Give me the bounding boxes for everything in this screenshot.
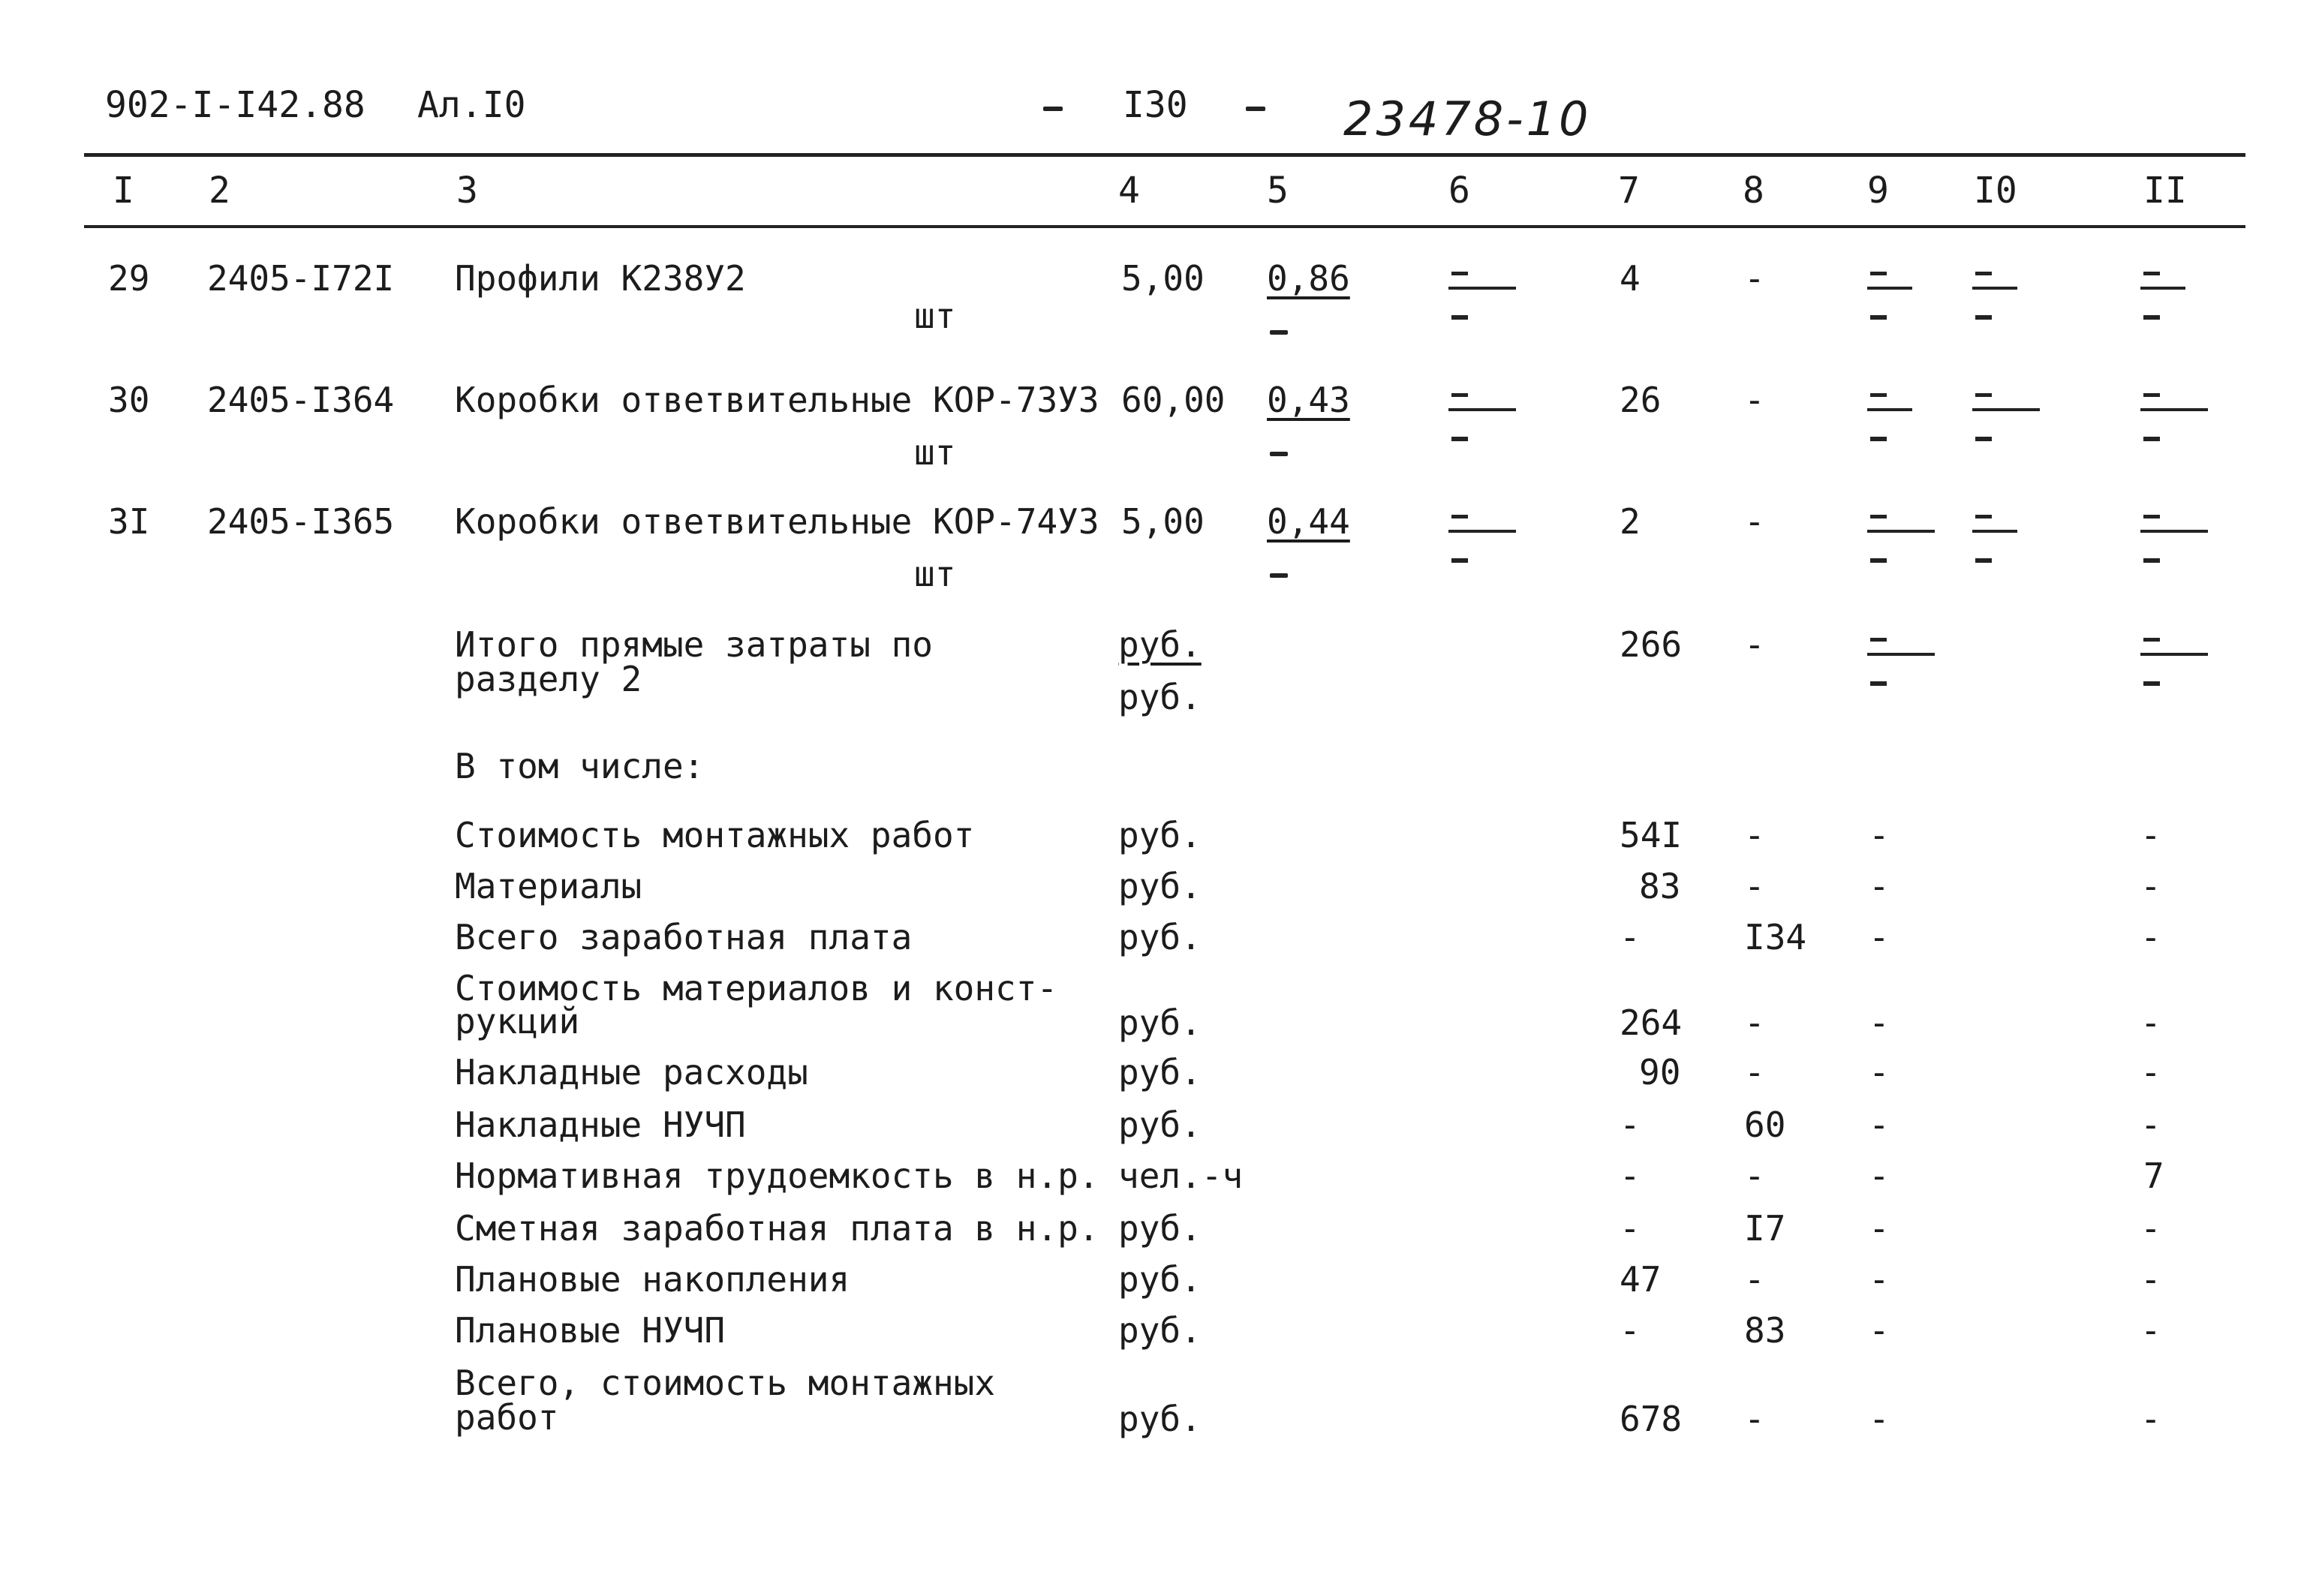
item-unit: шт bbox=[914, 554, 956, 594]
summary-col11: - bbox=[2140, 1105, 2161, 1145]
summary-col7: - bbox=[1620, 1156, 1641, 1196]
col-header-8: 8 bbox=[1743, 170, 1764, 212]
item-price: 5,00 bbox=[1121, 501, 1205, 542]
item-col10-fraction bbox=[1972, 270, 2020, 323]
summary-col11: - bbox=[2140, 1399, 2161, 1439]
summary-unit: руб. bbox=[1118, 1002, 1202, 1043]
sheet-number: Ал.I0 bbox=[417, 84, 526, 126]
summary-col11: - bbox=[2140, 1002, 2161, 1043]
item-code: 2405-I365 bbox=[207, 501, 395, 542]
summary-col9: - bbox=[1869, 1156, 1890, 1196]
col-header-7: 7 bbox=[1618, 170, 1640, 212]
summary-label: Накладные НУЧП bbox=[455, 1105, 746, 1145]
item-col8-value: - bbox=[1744, 501, 1765, 542]
item-col9-fraction bbox=[1867, 392, 1915, 444]
summary-unit: руб. bbox=[1118, 1399, 1202, 1439]
item-col7-value: 26 bbox=[1620, 380, 1662, 420]
item-price: 5,00 bbox=[1121, 258, 1205, 299]
item-col6-fraction bbox=[1448, 513, 1496, 566]
item-col5-value: 0,86 bbox=[1267, 258, 1350, 299]
summary-unit: руб. bbox=[1118, 1259, 1202, 1300]
column-header-rule bbox=[84, 225, 2245, 228]
including-label: В том числе: bbox=[455, 746, 705, 786]
summary-col8: 83 bbox=[1744, 1310, 1786, 1351]
summary-col7: - bbox=[1620, 1310, 1641, 1351]
summary-label: Плановые НУЧП bbox=[455, 1310, 726, 1351]
summary-unit: руб. bbox=[1118, 866, 1202, 906]
col-header-4: 4 bbox=[1118, 170, 1140, 212]
summary-col8: - bbox=[1744, 815, 1765, 855]
total-label-line1: Итого прямые затраты по bbox=[455, 624, 933, 665]
total-unit-1: руб. bbox=[1118, 624, 1202, 665]
header-dash-left bbox=[1043, 107, 1063, 111]
summary-col7: 678 bbox=[1620, 1399, 1683, 1439]
summary-col11: - bbox=[2140, 866, 2161, 906]
item-col11-fraction bbox=[2140, 392, 2188, 444]
summary-label-continued: работ bbox=[455, 1397, 559, 1438]
summary-label: Всего, стоимость монтажных bbox=[455, 1363, 996, 1403]
item-col7-value: 2 bbox=[1620, 501, 1641, 542]
col-header-3: 3 bbox=[456, 170, 478, 212]
summary-col9: - bbox=[1869, 1208, 1890, 1249]
summary-label: Накладные расходы bbox=[455, 1052, 808, 1093]
summary-label: Всего заработная плата bbox=[455, 917, 913, 957]
item-name: Коробки ответвительные КОР-74У3 bbox=[455, 501, 1099, 542]
handwritten-doc-number: 23478-10 bbox=[1343, 92, 1592, 146]
summary-col9: - bbox=[1869, 1310, 1890, 1351]
item-col6-fraction bbox=[1448, 270, 1496, 323]
col-header-11: II bbox=[2143, 170, 2187, 212]
item-col10-fraction bbox=[1972, 513, 2020, 566]
col-header-5: 5 bbox=[1267, 170, 1289, 212]
item-col9-fraction bbox=[1867, 270, 1915, 323]
summary-col11: - bbox=[2140, 1208, 2161, 1249]
item-col11-fraction bbox=[2140, 270, 2188, 323]
summary-label: Сметная заработная плата в н.р. bbox=[455, 1208, 1099, 1249]
summary-col8: - bbox=[1744, 1156, 1765, 1196]
summary-col8: 60 bbox=[1744, 1105, 1786, 1145]
summary-label: Материалы bbox=[455, 866, 642, 906]
summary-col8: - bbox=[1744, 1052, 1765, 1093]
item-number: 29 bbox=[108, 258, 150, 299]
summary-col9: - bbox=[1869, 866, 1890, 906]
item-price: 60,00 bbox=[1121, 380, 1226, 420]
item-col11-fraction bbox=[2140, 513, 2188, 566]
item-unit: шт bbox=[914, 432, 956, 473]
summary-col7: 90 bbox=[1639, 1052, 1681, 1093]
item-col9-fraction bbox=[1867, 513, 1915, 566]
item-col7-value: 4 bbox=[1620, 258, 1641, 299]
header-dash-right bbox=[1246, 107, 1265, 111]
summary-col8: - bbox=[1744, 1259, 1765, 1300]
page-number: I30 bbox=[1123, 84, 1188, 126]
summary-unit: руб. bbox=[1118, 1105, 1202, 1145]
item-col6-fraction bbox=[1448, 392, 1496, 444]
item-col5-value: 0,43 bbox=[1267, 380, 1350, 420]
summary-col11: - bbox=[2140, 815, 2161, 855]
summary-label: Стоимость монтажных работ bbox=[455, 815, 975, 855]
summary-col9: - bbox=[1869, 1399, 1890, 1439]
summary-label: Плановые накопления bbox=[455, 1259, 850, 1300]
summary-col7: - bbox=[1620, 1208, 1641, 1249]
summary-col8: - bbox=[1744, 1002, 1765, 1043]
total-col11-fraction bbox=[2140, 636, 2188, 689]
summary-col11: - bbox=[2140, 1259, 2161, 1300]
summary-col7: 54I bbox=[1620, 815, 1683, 855]
summary-col9: - bbox=[1869, 815, 1890, 855]
item-number: 30 bbox=[108, 380, 150, 420]
item-unit: шт bbox=[914, 296, 956, 336]
summary-unit: руб. bbox=[1118, 1052, 1202, 1093]
col-header-9: 9 bbox=[1867, 170, 1889, 212]
summary-col11: - bbox=[2140, 1052, 2161, 1093]
summary-col8: I34 bbox=[1744, 917, 1807, 957]
summary-col9: - bbox=[1869, 1002, 1890, 1043]
summary-unit: руб. bbox=[1118, 917, 1202, 957]
item-code: 2405-I72I bbox=[207, 258, 395, 299]
item-col5-dash bbox=[1270, 573, 1288, 578]
summary-col8: - bbox=[1744, 1399, 1765, 1439]
total-unit-2: руб. bbox=[1118, 677, 1202, 717]
item-col10-fraction bbox=[1972, 392, 2020, 444]
summary-col11: 7 bbox=[2143, 1156, 2164, 1196]
summary-col9: - bbox=[1869, 917, 1890, 957]
summary-col7: - bbox=[1620, 917, 1641, 957]
summary-col8: I7 bbox=[1744, 1208, 1786, 1249]
total-label-line2: разделу 2 bbox=[455, 659, 642, 699]
summary-unit: руб. bbox=[1118, 1208, 1202, 1249]
summary-label-continued: рукций bbox=[455, 1001, 580, 1041]
item-col8-value: - bbox=[1744, 258, 1765, 299]
total-col9-fraction bbox=[1867, 636, 1915, 689]
total-col8-value: - bbox=[1744, 624, 1765, 665]
item-col5-value: 0,44 bbox=[1267, 501, 1350, 542]
summary-col8: - bbox=[1744, 866, 1765, 906]
summary-col7: 83 bbox=[1639, 866, 1681, 906]
table-top-rule bbox=[84, 153, 2245, 157]
summary-unit: руб. bbox=[1118, 1310, 1202, 1351]
item-col8-value: - bbox=[1744, 380, 1765, 420]
summary-col7: 264 bbox=[1620, 1002, 1683, 1043]
col-header-2: 2 bbox=[209, 170, 230, 212]
col-header-1: I bbox=[113, 170, 134, 212]
item-col5-dash bbox=[1270, 330, 1288, 335]
summary-col9: - bbox=[1869, 1259, 1890, 1300]
item-code: 2405-I364 bbox=[207, 380, 395, 420]
summary-col7: 47 bbox=[1620, 1259, 1662, 1300]
document-code: 902-I-I42.88 bbox=[105, 84, 365, 126]
item-name: Коробки ответвительные КОР-73У3 bbox=[455, 380, 1099, 420]
summary-col7: - bbox=[1620, 1105, 1641, 1145]
summary-col9: - bbox=[1869, 1105, 1890, 1145]
summary-col11: - bbox=[2140, 917, 2161, 957]
item-number: 3I bbox=[108, 501, 150, 542]
item-col5-dash bbox=[1270, 452, 1288, 456]
summary-col9: - bbox=[1869, 1052, 1890, 1093]
summary-unit: руб. bbox=[1118, 815, 1202, 855]
total-col7-value: 266 bbox=[1620, 624, 1683, 665]
item-name: Профили К238У2 bbox=[455, 258, 746, 299]
summary-label: Стоимость материалов и конст- bbox=[455, 968, 1058, 1008]
summary-unit: чел.-ч bbox=[1118, 1156, 1244, 1196]
col-header-10: I0 bbox=[1974, 170, 2017, 212]
summary-col11: - bbox=[2140, 1310, 2161, 1351]
col-header-6: 6 bbox=[1448, 170, 1470, 212]
summary-label: Нормативная трудоемкость в н.р. bbox=[455, 1156, 1099, 1196]
